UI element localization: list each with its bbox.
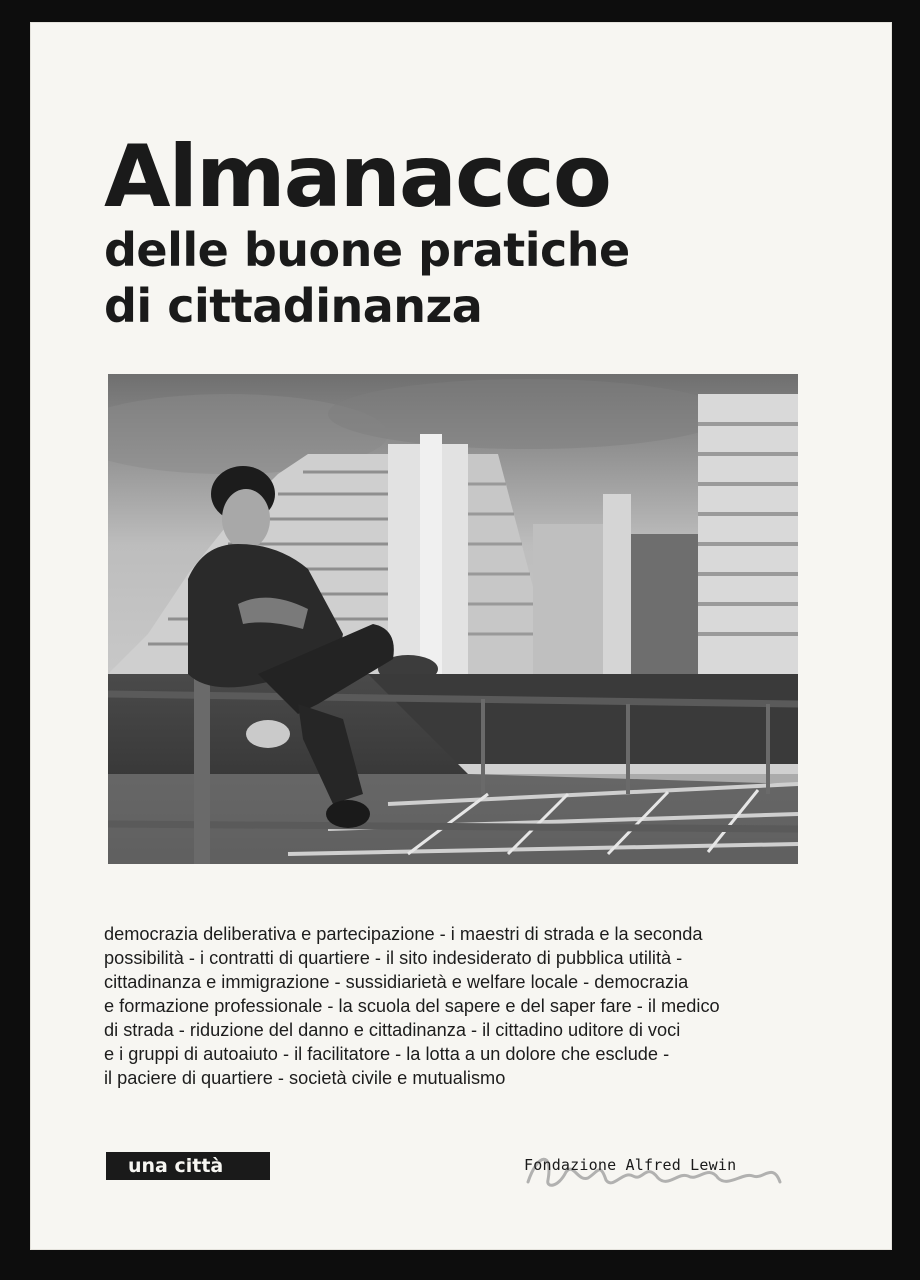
topics-line: democrazia deliberativa e partecipazione - i maestri di strada e la seconda	[104, 924, 703, 944]
subtitle-line-1: delle buone pratiche	[104, 223, 630, 277]
topics-line: possibilità - i contratti di quartiere - il sito indesiderato di pubblica utilità -	[104, 948, 683, 968]
publisher-badge: una città	[106, 1152, 270, 1180]
topics-list	[104, 922, 824, 1090]
topics-line: e formazione professionale - la scuola del sapere e del saper fare - il medico	[104, 996, 720, 1016]
book-title: Almanacco	[104, 127, 610, 227]
photo-boy-on-railing-icon	[108, 374, 798, 864]
foundation-name: Fondazione Alfred Lewin	[524, 1156, 737, 1174]
topics-line: e i gruppi di autoaiuto - il facilitatore - la lotta a un dolore che esclude -	[104, 1044, 670, 1064]
title-block	[104, 127, 630, 333]
foundation-block	[524, 1152, 824, 1196]
topics-line: di strada - riduzione del danno e cittadinanza - il cittadino uditore di voci	[104, 1020, 681, 1040]
subtitle-line-2: di cittadinanza	[104, 279, 483, 333]
topics-line: cittadinanza e immigrazione - sussidiarietà e welfare locale - democrazia	[104, 972, 689, 992]
book-cover	[30, 22, 892, 1250]
topics-line: il paciere di quartiere - società civile e mutualismo	[104, 1068, 506, 1088]
cover-photo	[108, 374, 798, 864]
